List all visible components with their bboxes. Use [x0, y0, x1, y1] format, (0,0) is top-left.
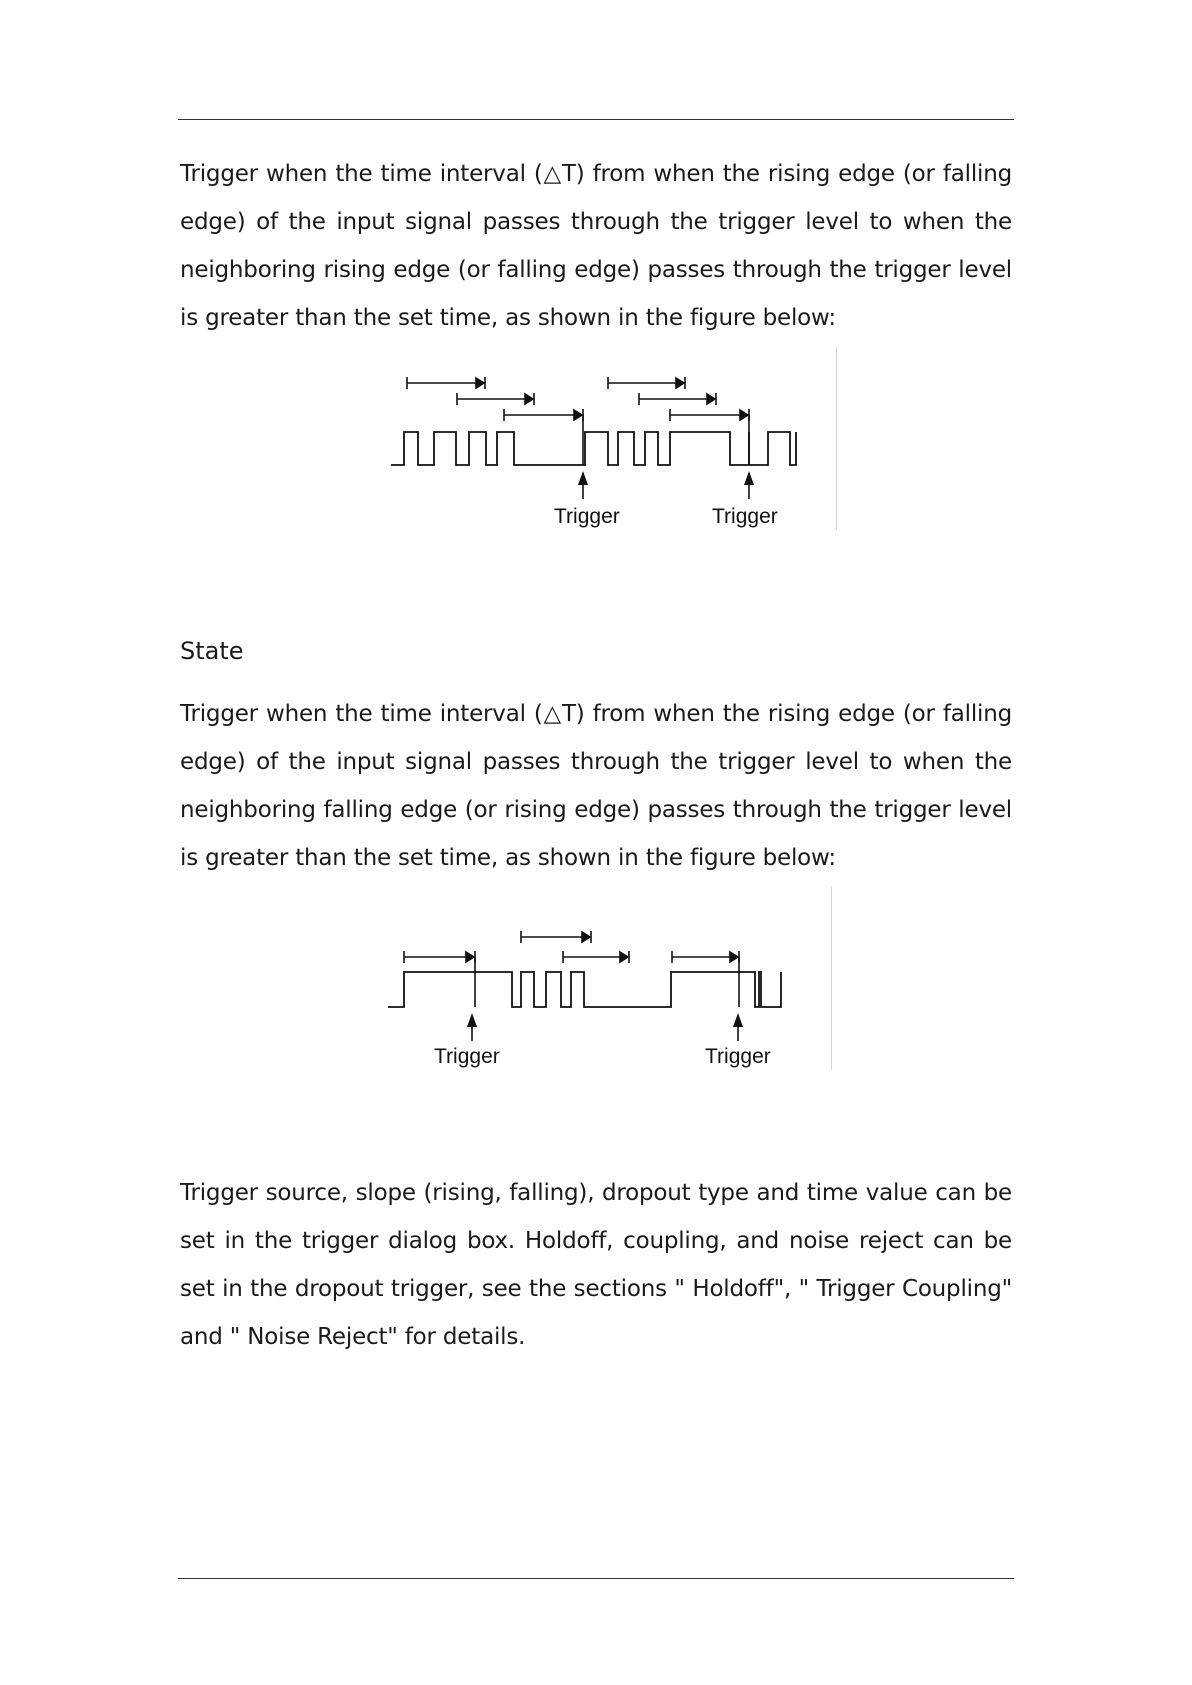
- header-rule: [178, 119, 1014, 120]
- trigger-label: Trigger: [705, 1045, 771, 1068]
- trigger-label: Trigger: [434, 1045, 500, 1068]
- trigger-label: Trigger: [554, 505, 620, 528]
- state-timing-diagram: [364, 887, 831, 1070]
- trigger-arrow-icon: [733, 1013, 743, 1041]
- trigger-arrow-icon: [744, 471, 754, 499]
- trigger-arrow-icon: [578, 471, 588, 499]
- state-description-paragraph: Trigger when the time interval (△T) from when the rising edge (or falling edge) of the input signal passes through the trigger level to when the neighboring falling edge (or rising edge) passes through the trigger level is greater than the set time, as shown in the figure below:: [180, 701, 1012, 871]
- state-heading: State: [180, 637, 244, 665]
- state-dropout-timing-figure: [364, 887, 832, 1070]
- edge-timing-diagram: [358, 347, 836, 530]
- signal-waveform: [388, 972, 781, 1007]
- settings-paragraph: Trigger source, slope (rising, falling), dropout type and time value can be set in the trigger dialog box. Holdoff, coupling, and noise reject can be set in the dropout trigger, see the sections " Holdoff", " Trigger Coupling" and " Noise Reject" for details.: [180, 1180, 1012, 1350]
- trigger-label: Trigger: [712, 505, 778, 528]
- edge-description-paragraph: Trigger when the time interval (△T) from when the rising edge (or falling edge) of the input signal passes through the trigger level to when the neighboring rising edge (or falling edge) passes through the trigger level is greater than the set time, as shown in the figure below:: [180, 161, 1012, 331]
- signal-waveform: [391, 432, 796, 465]
- footer-rule: [178, 1578, 1014, 1579]
- edge-dropout-timing-figure: [358, 347, 837, 530]
- trigger-arrow-icon: [467, 1013, 477, 1041]
